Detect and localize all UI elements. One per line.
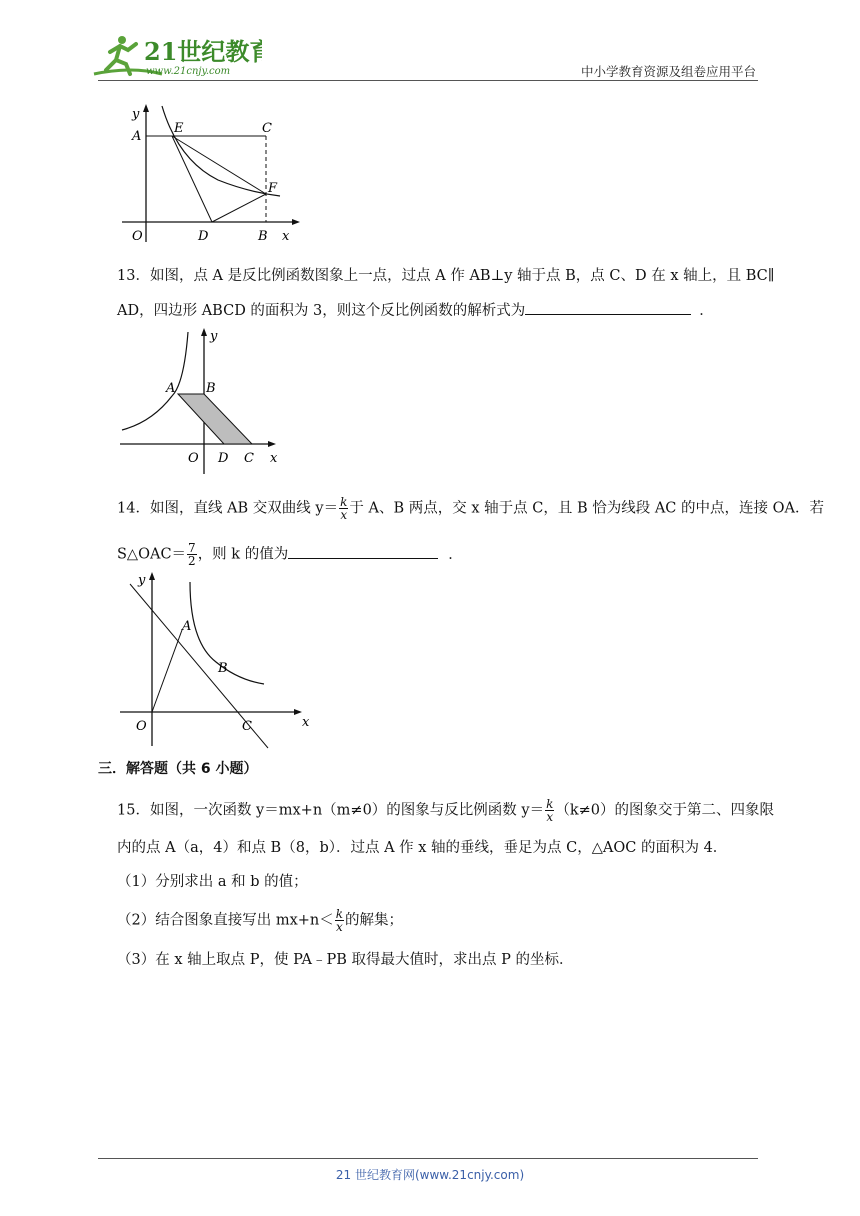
q13-line2: AD，四边形 ABCD 的面积为 3，则这个反比例函数的解析式为 ． [117,300,714,321]
svg-text:B: B [206,381,216,396]
fraction-k-over-x: $\frac{k}{x}$ [546,797,554,824]
logo-text: 21世纪教育 [144,37,262,66]
svg-text:x: x [282,229,290,244]
q15-sub1: （1）分别求出 a 和 b 的值； [117,874,308,890]
fraction-k-over-x: $\frac{k}{x}$ [340,495,348,522]
q15-line1: 15．如图，一次函数 y＝mx+n（m≠0）的图象与反比例函数 y＝ $\frac{k}{x}$ （k≠0）的图象交于第二、四象限 [117,797,775,824]
q13-line1: 13．如图，点 A 是反比例函数图象上一点，过点 A 作 AB⊥y 轴于点 B，点 C、D 在 x 轴上，且 BC∥ [117,268,775,284]
footer-text[interactable]: 21 世纪教育网(www.21cnjy.com) [335,1168,525,1182]
svg-text:x: x [302,715,310,730]
svg-text:O: O [136,719,147,734]
svg-text:B: B [258,229,268,244]
svg-text:C: C [242,719,252,734]
svg-text:y: y [132,107,140,122]
svg-text:E: E [174,121,184,136]
answer-blank-q13[interactable] [525,300,691,315]
fraction-7-over-2: $\frac{7}{2}$ [188,541,196,568]
header-divider [98,80,758,81]
svg-text:B: B [218,661,228,676]
section-3-heading: 三．解答题（共 6 小题） [98,761,258,777]
svg-text:C: C [262,121,272,136]
figure-q14 [118,568,318,754]
svg-text:A: A [182,619,192,634]
svg-text:D: D [218,451,229,466]
q14-line1: 14．如图，直线 AB 交双曲线 y＝ $\frac{k}{x}$ 于 A、B 两点，交 x 轴于点 C，且 B 恰为线段 AC 的中点，连接 OA．若 [117,495,824,522]
q15-line2: 内的点 A（a，4）和点 B（8，b）．过点 A 作 x 轴的垂线，垂足为点 C，△AOC 的面积为 4． [117,840,728,856]
svg-text:y: y [210,329,218,344]
svg-text:F: F [268,181,278,196]
svg-text:D: D [198,229,209,244]
svg-text:C: C [244,451,254,466]
svg-text:y: y [138,573,146,588]
figure-q12 [118,100,308,254]
answer-blank-q14[interactable] [288,544,438,559]
figure-q13 [118,324,288,482]
site-logo [92,30,262,84]
svg-text:A: A [166,381,176,396]
q15-sub3: （3）在 x 轴上取点 P，使 PA﹣PB 取得最大值时，求出点 P 的坐标． [117,952,574,968]
svg-text:A: A [132,129,142,144]
fraction-k-over-x: $\frac{k}{x}$ [335,907,344,934]
svg-text:O: O [132,229,143,244]
svg-text:O: O [188,451,199,466]
header-platform-text: 中小学教育资源及组卷应用平台 [580,64,756,79]
q15-sub2: （2）结合图象直接写出 mx+n＜ $\frac{k}{x}$ 的解集； [117,907,404,934]
q14-line2: S△OAC＝ $\frac{7}{2}$ ，则 k 的值为 ． [117,541,463,568]
footer-divider [98,1158,758,1159]
logo-url: www.21cnjy.com [146,66,231,77]
svg-text:x: x [270,451,278,466]
